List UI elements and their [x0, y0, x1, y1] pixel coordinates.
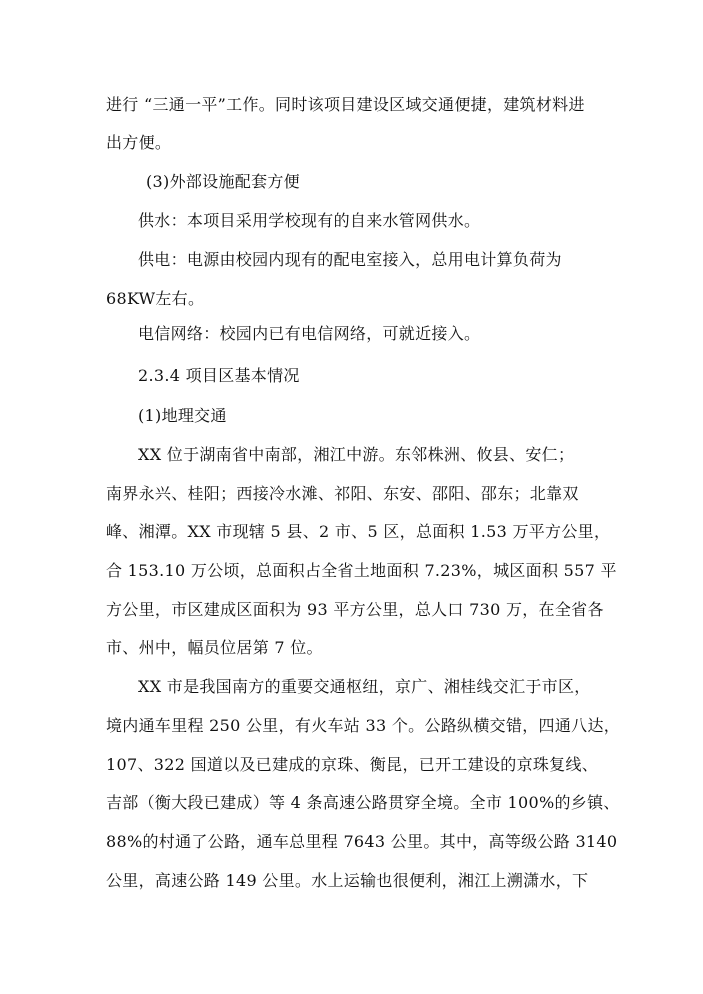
paragraph-line: 方公里，市区建成区面积为 93 平方公里，总人口 730 万，在全省各 — [106, 600, 604, 619]
paragraph-line: 107、322 国道以及已建成的京珠、衡昆，已开工建设的京珠复线、 — [106, 755, 599, 774]
paragraph-line: 公里，高速公路 149 公里。水上运输也很便利，湘江上溯潇水，下 — [106, 871, 589, 890]
subsection-heading: (1)地理交通 — [138, 406, 227, 425]
paragraph-line: 供水：本项目采用学校现有的自来水管网供水。 — [138, 211, 481, 230]
section-heading: (3)外部设施配套方便 — [146, 172, 300, 191]
paragraph-line: 电信网络：校园内已有电信网络，可就近接入。 — [138, 324, 481, 343]
paragraph-line: 出方便。 — [106, 133, 172, 152]
paragraph-line: 68KW左右。 — [106, 289, 205, 308]
paragraph-line: 合 153.10 万公顷，总面积占全省土地面积 7.23%，城区面积 557 平 — [106, 561, 617, 580]
paragraph-line: 南界永兴、桂阳；西接冷水滩、祁阳、东安、邵阳、邵东；北靠双 — [106, 484, 579, 503]
section-heading: 2.3.4 项目区基本情况 — [138, 366, 300, 385]
paragraph-line: 供电：电源由校园内现有的配电室接入，总用电计算负荷为 — [138, 250, 562, 269]
paragraph-line: 88%的村通了公路，通车总里程 7643 公里。其中，高等级公路 3140 — [106, 832, 618, 851]
paragraph-line: 吉部（衡大段已建成）等 4 条高速公路贯穿全境。全市 100%的乡镇、 — [106, 793, 620, 812]
paragraph-line: XX 位于湖南省中南部，湘江中游。东邻株洲、攸县、安仁； — [138, 445, 575, 464]
paragraph-line: 境内通车里程 250 公里，有火车站 33 个。公路纵横交错，四通八达， — [106, 716, 621, 735]
paragraph-line: 市、州中，幅员位居第 7 位。 — [106, 638, 323, 657]
paragraph-line: XX 市是我国南方的重要交通枢纽，京广、湘桂线交汇于市区， — [138, 677, 591, 696]
paragraph-line: 峰、湘潭。XX 市现辖 5 县、2 市、5 区，总面积 1.53 万平方公里， — [106, 522, 611, 541]
paragraph-line: 进行 “三通一平”工作。同时该项目建设区域交通便捷，建筑材料进 — [106, 95, 585, 114]
